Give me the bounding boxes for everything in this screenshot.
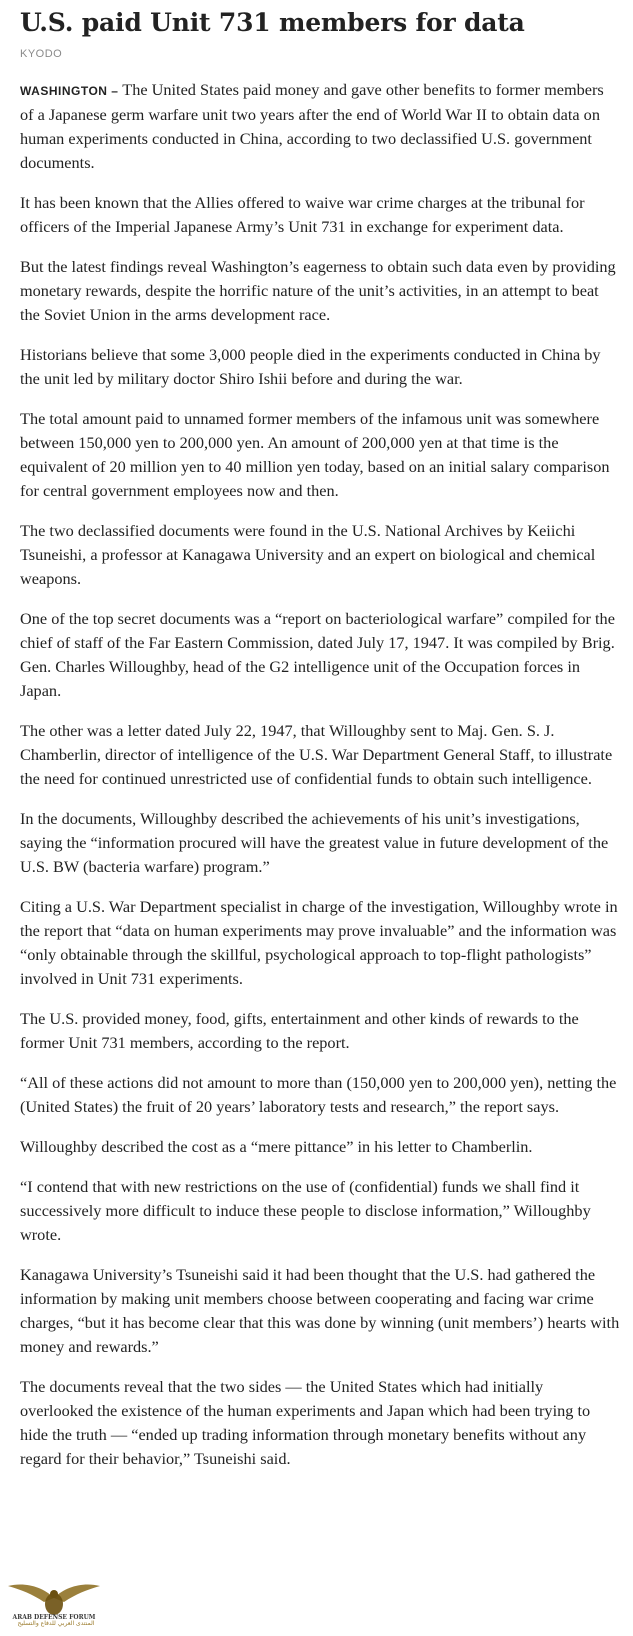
article-paragraph: “All of these actions did not amount to more than (150,000 yen to 200,000 yen), netting the (United States) the fruit of 20 years’ laboratory tests and research,” the report says. [20, 1073, 617, 1116]
article-paragraph: The total amount paid to unnamed former members of the infamous unit was somewhere between 150,000 yen to 200,000 yen. An amount of 200,000 yen at that time is the equivalent of 20 million yen to 40 million yen today, based on an initial salary comparison for central government employees now and then. [20, 409, 610, 500]
article-paragraph: One of the top secret documents was a “report on bacteriological warfare” compiled for the chief of staff of the Far Eastern Commission, dated July 17, 1947. It was compiled by Brig. Gen. Charles Willoughby, head of the G2 intelligence unit of the Occupation forces in Japan. [20, 609, 615, 700]
article-paragraph: Willoughby described the cost as a “mere pittance” in his letter to Chamberlin. [20, 1137, 533, 1156]
article-paragraph [20, 78, 620, 175]
article-paragraph: The two declassified documents were found in the U.S. National Archives by Keiichi Tsuneishi, a professor at Kanagawa University and an expert on biological and chemical weapons. [20, 521, 596, 588]
article-paragraph: Historians believe that some 3,000 people died in the experiments conducted in China by the unit led by military doctor Shiro Ishii before and during the war. [20, 345, 601, 388]
forum-watermark-logo [4, 1578, 104, 1634]
article [20, 6, 620, 1487]
article-byline: KYODO [20, 48, 63, 60]
dateline: WASHINGTON – [20, 84, 119, 98]
article-body [20, 78, 620, 1471]
watermark-label: ARAB DEFENSE FORUM [12, 1614, 96, 1621]
article-paragraph: “I contend that with new restrictions on the use of (confidential) funds we shall find it successively more difficult to induce these people to disclose information,” Willoughby wrote. [20, 1177, 591, 1244]
article-paragraph: The documents reveal that the two sides — the United States which had initially overlooked the existence of the human experiments and Japan which had been trying to hide the truth — “ended up trading information through monetary benefits without any regard for their behavior,” Tsuneishi said. [20, 1377, 591, 1468]
article-paragraph: Kanagawa University’s Tsuneishi said it had been thought that the U.S. had gathered the information by making unit members choose between cooperating and facing war crime charges, “but it has become clear that this was done by winning (unit members’) hearts with money and rewards.” [20, 1265, 620, 1356]
article-paragraph: The other was a letter dated July 22, 1947, that Willoughby sent to Maj. Gen. S. J. Chamberlin, director of intelligence of the U.S. War Department General Staff, to illustrate the need for continued unrestricted use of confidential funds to obtain such intelligence. [20, 721, 613, 788]
paragraph-text: The United States paid money and gave other benefits to former members of a Japanese germ warfare unit two years after the end of World War II to obtain data on human experiments conducted in China, according to two declassified U.S. government documents. [20, 80, 604, 172]
article-paragraph: But the latest findings reveal Washington’s eagerness to obtain such data even by providing monetary rewards, despite the horrific nature of the unit’s activities, in an attempt to beat the Soviet Union in the arms development race. [20, 257, 616, 324]
article-paragraph: The U.S. provided money, food, gifts, entertainment and other kinds of rewards to the former Unit 731 members, according to the report. [20, 1009, 579, 1052]
article-paragraph: In the documents, Willoughby described the achievements of his unit’s investigations, saying the “information procured will have the greatest value in future development of the U.S. BW (bacteria warfare) program.” [20, 809, 609, 876]
article-paragraph: It has been known that the Allies offered to waive war crime charges at the tribunal for officers of the Imperial Japanese Army’s Unit 731 in exchange for experiment data. [20, 193, 585, 236]
article-headline: U.S. paid Unit 731 members for data [20, 8, 525, 37]
watermark-text: المنتدى العربي للدفاع والتسليح [17, 1620, 95, 1627]
article-paragraph: Citing a U.S. War Department specialist in charge of the investigation, Willoughby wrote in the report that “data on human experiments may prove invaluable” and the information was “only obtainable through the skillful, psychological approach to top-flight pathologists” involved in Unit 731 experiments. [20, 897, 618, 988]
eagle-emblem-icon [4, 1578, 104, 1622]
